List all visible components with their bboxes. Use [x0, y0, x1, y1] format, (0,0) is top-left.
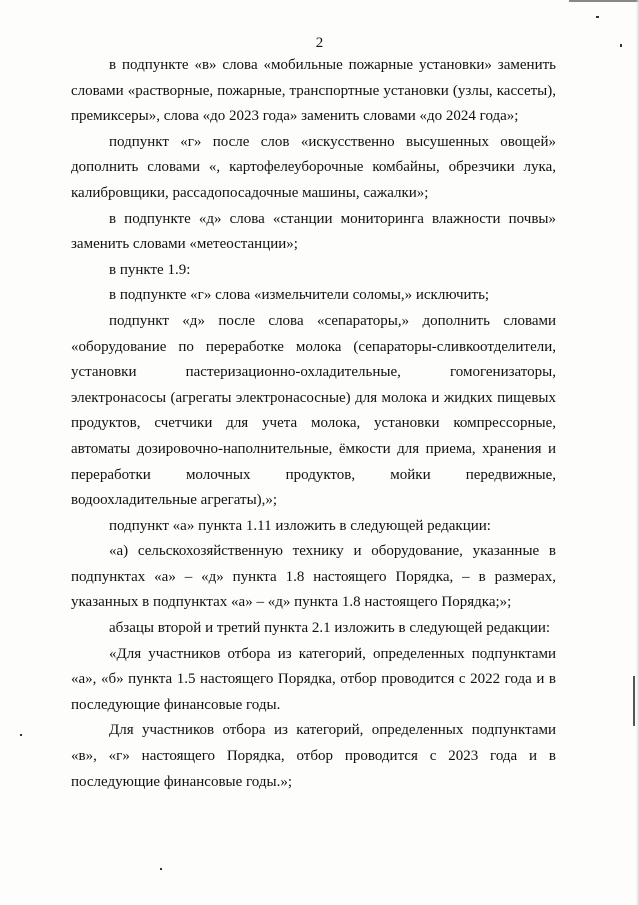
scan-speck: [20, 734, 22, 736]
scan-edge-line: [633, 676, 635, 726]
paragraph: в подпункте «в» слова «мобильные пожарные установки» заменить словами «растворные, пожарные, транспортные установки (узлы, кассеты), премиксеры», слова «до 2023 года» заменить словами «до 2024 года»;: [71, 57, 556, 125]
paragraph: подпункт «д» после слова «сепараторы,» дополнить словами «оборудование по переработке молока (сепараторы-сливкоотделители, установки пастеризационно-охладительные, гомогенизаторы, электронасосы (агрегаты электронасосные) для молока и жидких пищевых продуктов, счетчики для учета молока, установки компрессорные, автоматы дозировочно-наполнительные, ёмкости для приема, хранения и переработки молочных продуктов, мойки передвижные, водоохладительные агрегаты),»;: [71, 312, 556, 509]
paragraph: подпункт «г» после слов «искусственно высушенных овощей» дополнить словами «, картофелеуборочные комбайны, обрезчики лука, калибровщики, рассадопосадочные машины, сажалки»;: [71, 133, 556, 201]
scan-speck: [160, 868, 162, 870]
paragraph: в подпункте «д» слова «станции мониторинга влажности почвы» заменить словами «метеостанции»;: [71, 210, 556, 253]
scan-speck: [596, 16, 599, 18]
paragraph: подпункт «а» пункта 1.11 изложить в следующей редакции:: [109, 517, 491, 534]
paragraph: Для участников отбора из категорий, определенных подпунктами «в», «г» настоящего Порядка, отбор проводится с 2023 года и в последующие финансовые годы.»;: [71, 722, 556, 790]
page-number: 2: [315, 35, 324, 51]
document-body: [71, 53, 556, 795]
paragraph: «а) сельскохозяйственную технику и оборудование, указанные в подпунктах «а» – «д» пункта 1.8 настоящего Порядка, – в размерах, указанных в подпунктах «а» – «д» пункта 1.8 настоящего Порядка;»;: [71, 543, 556, 611]
paragraph: в пункте 1.9:: [109, 261, 191, 278]
scan-corner-mark: [569, 0, 639, 8]
paragraph: «Для участников отбора из категорий, определенных подпунктами «а», «б» пункта 1.5 настоящего Порядка, отбор проводится с 2022 года и в последующие финансовые годы.: [71, 645, 556, 713]
paragraph: в подпункте «г» слова «измельчители соломы,» исключить;: [109, 287, 490, 304]
paragraph: абзацы второй и третий пункта 2.1 изложить в следующей редакции:: [109, 620, 551, 637]
